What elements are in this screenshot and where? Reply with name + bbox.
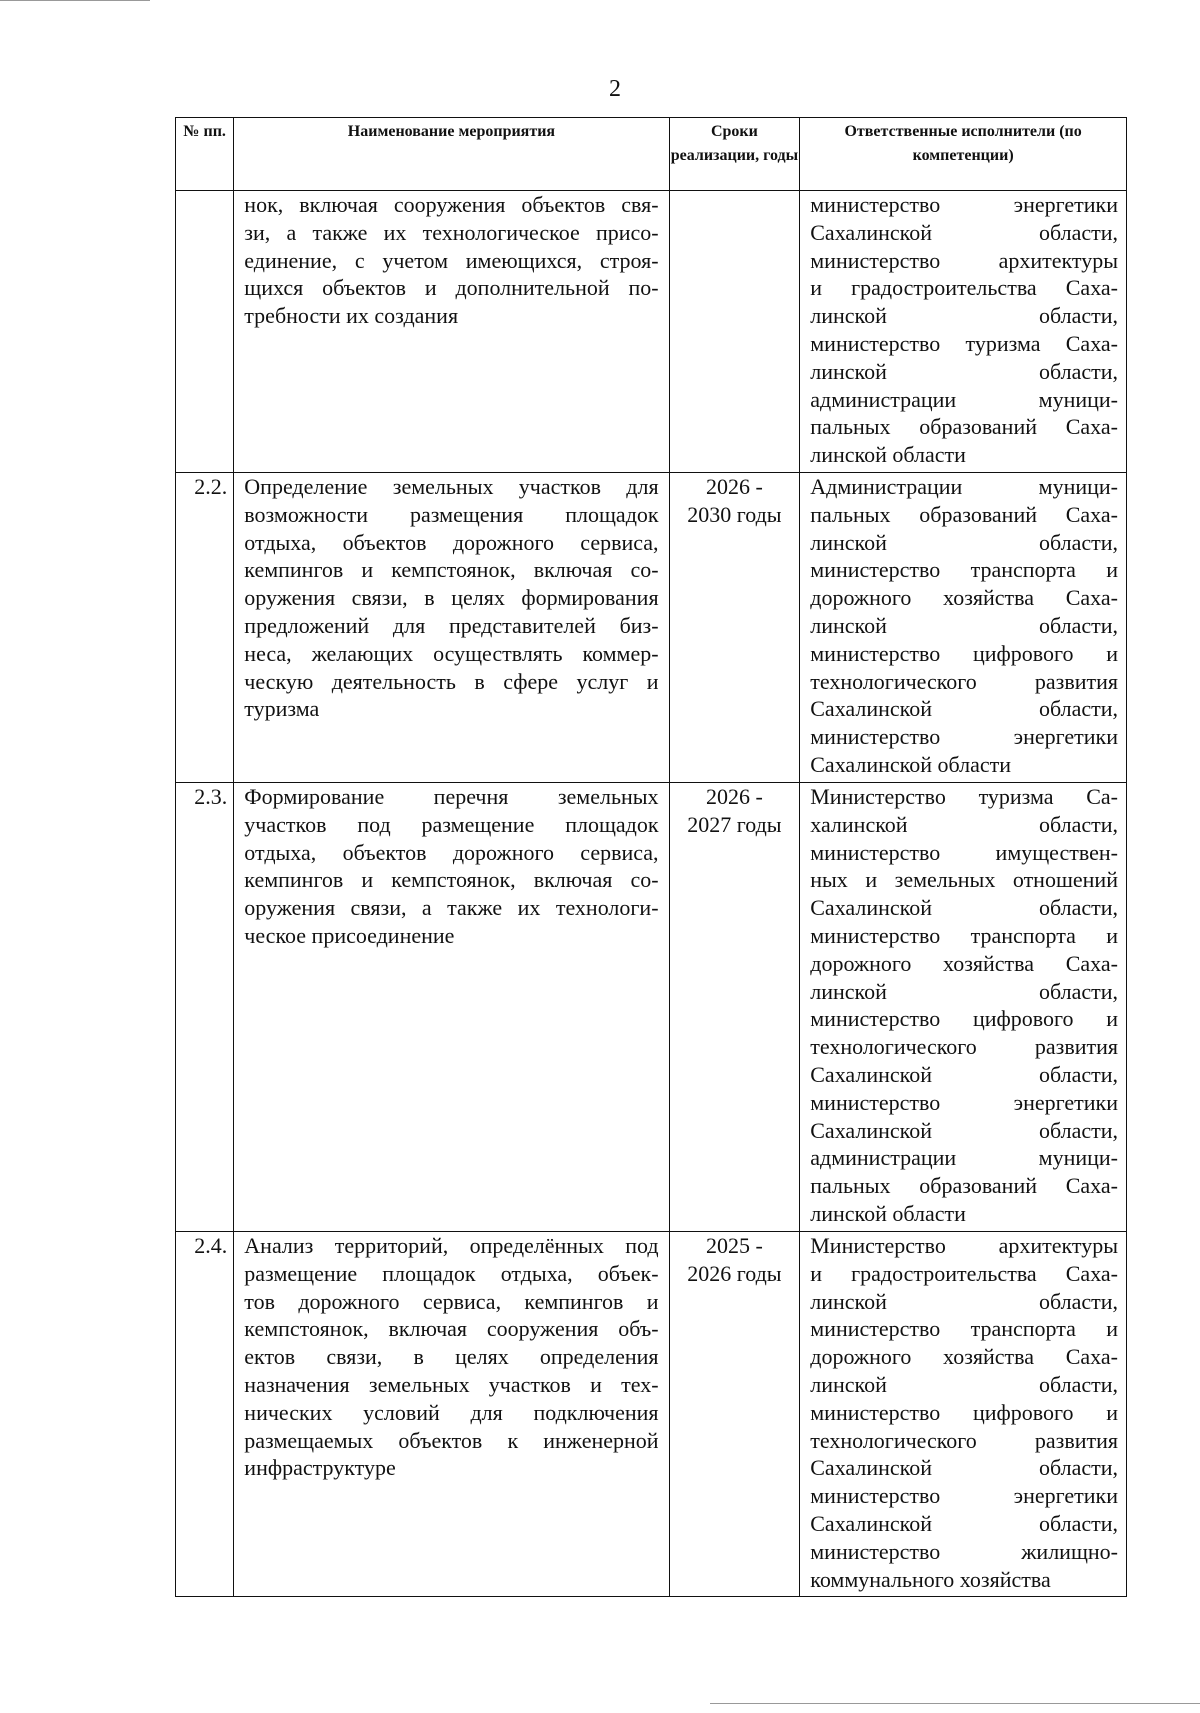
scan-edge-line xyxy=(0,0,150,1)
row-number: 2.3. xyxy=(176,783,234,1232)
term-line: 2026 - xyxy=(706,474,763,499)
table-row xyxy=(176,1232,1127,1597)
activity-name xyxy=(234,783,669,1232)
text-line: министерство цифрового и xyxy=(810,1399,1118,1425)
page-number: 2 xyxy=(609,76,621,102)
table-header-row xyxy=(176,118,1127,191)
text-line: Сахалинской области, xyxy=(810,1117,1118,1143)
activity-name xyxy=(234,191,669,473)
text-line: дорожного хозяйства Саха- xyxy=(810,1344,1118,1370)
text-line: Сахалинской области, xyxy=(810,895,1118,921)
scan-edge-line xyxy=(710,1703,1200,1704)
text-line: и градостроительства Саха- xyxy=(810,1260,1118,1286)
text-line: линской области xyxy=(810,442,966,468)
text-line: и градостроительства Саха- xyxy=(810,275,1118,301)
text-line: министерство транспорта и xyxy=(810,922,1118,948)
text-line: ческое присоединение xyxy=(244,922,455,948)
text-line: ектов связи, в целях определения xyxy=(244,1344,659,1370)
text-line: щихся объектов и дополнительной по- xyxy=(244,275,659,301)
text-line: линской области, xyxy=(810,612,1118,638)
text-line: технологического развития xyxy=(810,668,1118,694)
text-line: возможности размещения площадок xyxy=(244,501,659,527)
text-line: размещаемых объектов к инженерной xyxy=(244,1427,659,1453)
text-line: участков под размещение площадок xyxy=(244,811,659,837)
implementation-term xyxy=(669,783,800,1232)
text-line: неса, желающих осуществлять коммер- xyxy=(244,640,659,666)
row-number: 2.2. xyxy=(176,473,234,783)
text-line: тов дорожного сервиса, кемпингов и xyxy=(244,1288,659,1314)
text-line: предложений для представителей биз- xyxy=(244,612,659,638)
header-num: № пп. xyxy=(176,118,234,191)
text-line: инфраструктуре xyxy=(244,1455,396,1481)
text-line: дорожного хозяйства Саха- xyxy=(810,950,1118,976)
text-line: министерство энергетики xyxy=(810,1483,1118,1509)
text-line: министерство энергетики xyxy=(810,1089,1118,1115)
implementation-term xyxy=(669,1232,800,1597)
text-line: нок, включая сооружения объектов свя- xyxy=(244,192,659,217)
row-number: 2.4. xyxy=(176,1232,234,1597)
text-line: единение, с учетом имеющихся, строя- xyxy=(244,247,659,273)
text-line: линской области, xyxy=(810,978,1118,1004)
term-line: 2026 годы xyxy=(687,1260,782,1286)
text-line: Формирование перечня земельных xyxy=(244,784,659,809)
table-row xyxy=(176,191,1127,473)
text-line: оружения связи, в целях формирования xyxy=(244,585,659,611)
activity-name xyxy=(234,1232,669,1597)
text-line: линской области, xyxy=(810,303,1118,329)
text-line: администрации муници- xyxy=(810,1145,1118,1171)
text-line: туризма xyxy=(244,696,320,722)
text-line: Определение земельных участков для xyxy=(244,474,659,499)
text-line: министерство цифрового и xyxy=(810,1006,1118,1032)
text-line: министерство транспорта и xyxy=(810,557,1118,583)
text-line: Сахалинской области, xyxy=(810,1455,1118,1481)
text-line: пальных образований Саха- xyxy=(810,414,1118,440)
text-line: Сахалинской области, xyxy=(810,219,1118,245)
text-line: министерство архитектуры xyxy=(810,247,1118,273)
text-line: Сахалинской области, xyxy=(810,696,1118,722)
implementation-term xyxy=(669,473,800,783)
activities-table xyxy=(175,117,1127,1597)
responsible-executors xyxy=(800,1232,1127,1597)
table-row xyxy=(176,783,1127,1232)
text-line: министерство энергетики xyxy=(810,724,1118,750)
text-line: назначения земельных участков и тех- xyxy=(244,1371,659,1397)
text-line: зи, а также их технологическое присо- xyxy=(244,219,659,245)
text-line: Министерство архитектуры xyxy=(810,1233,1118,1258)
text-line: технологического развития xyxy=(810,1034,1118,1060)
text-line: ных и земельных отношений xyxy=(810,867,1118,893)
text-line: линской области xyxy=(810,1200,966,1226)
text-line: министерство имуществен- xyxy=(810,839,1118,865)
text-line: министерство транспорта и xyxy=(810,1316,1118,1342)
text-line: размещение площадок отдыха, объек- xyxy=(244,1260,659,1286)
term-line: 2025 - xyxy=(706,1233,763,1258)
text-line: линской области, xyxy=(810,1371,1118,1397)
header-responsible: Ответственные исполнители (по компетенции) xyxy=(800,118,1127,191)
text-line: министерство цифрового и xyxy=(810,640,1118,666)
text-line: кемпстоянок, включая сооружения объ- xyxy=(244,1316,659,1342)
text-line: требности их создания xyxy=(244,303,459,329)
text-line: министерство жилищно- xyxy=(810,1538,1118,1564)
text-line: Сахалинской области, xyxy=(810,1061,1118,1087)
header-name: Наименование мероприятия xyxy=(234,118,669,191)
row-number xyxy=(176,191,234,473)
text-line: технологического развития xyxy=(810,1427,1118,1453)
text-line: линской области, xyxy=(810,529,1118,555)
responsible-executors xyxy=(800,473,1127,783)
text-line: коммунального хозяйства xyxy=(810,1566,1051,1592)
term-line: 2027 годы xyxy=(687,811,782,837)
text-line: линской области, xyxy=(810,1288,1118,1314)
text-line: Сахалинской области, xyxy=(810,1510,1118,1536)
text-line: кемпингов и кемпстоянок, включая со- xyxy=(244,867,659,893)
text-line: отдыха, объектов дорожного сервиса, xyxy=(244,529,659,555)
text-line: Администрации муници- xyxy=(810,474,1118,499)
text-line: ческую деятельность в сфере услуг и xyxy=(244,668,659,694)
text-line: Сахалинской области xyxy=(810,751,1012,777)
text-line: министерство туризма Саха- xyxy=(810,330,1118,356)
text-line: линской области, xyxy=(810,358,1118,384)
text-line: министерство энергетики xyxy=(810,192,1118,217)
term-line: 2026 - xyxy=(706,784,763,809)
text-line: кемпингов и кемпстоянок, включая со- xyxy=(244,557,659,583)
implementation-term xyxy=(669,191,800,473)
text-line: администрации муници- xyxy=(810,386,1118,412)
table-row xyxy=(176,473,1127,783)
text-line: Анализ территорий, определённых под xyxy=(244,1233,659,1258)
text-line: Министерство туризма Са- xyxy=(810,784,1118,809)
text-line: нических условий для подключения xyxy=(244,1399,659,1425)
text-line: дорожного хозяйства Саха- xyxy=(810,585,1118,611)
responsible-executors xyxy=(800,783,1127,1232)
text-line: оружения связи, а также их технологи- xyxy=(244,895,659,921)
text-line: халинской области, xyxy=(810,811,1118,837)
header-term: Сроки реализации, годы xyxy=(669,118,800,191)
text-line: пальных образований Саха- xyxy=(810,501,1118,527)
activity-name xyxy=(234,473,669,783)
term-line: 2030 годы xyxy=(687,501,782,527)
text-line: отдыха, объектов дорожного сервиса, xyxy=(244,839,659,865)
text-line: пальных образований Саха- xyxy=(810,1173,1118,1199)
responsible-executors xyxy=(800,191,1127,473)
